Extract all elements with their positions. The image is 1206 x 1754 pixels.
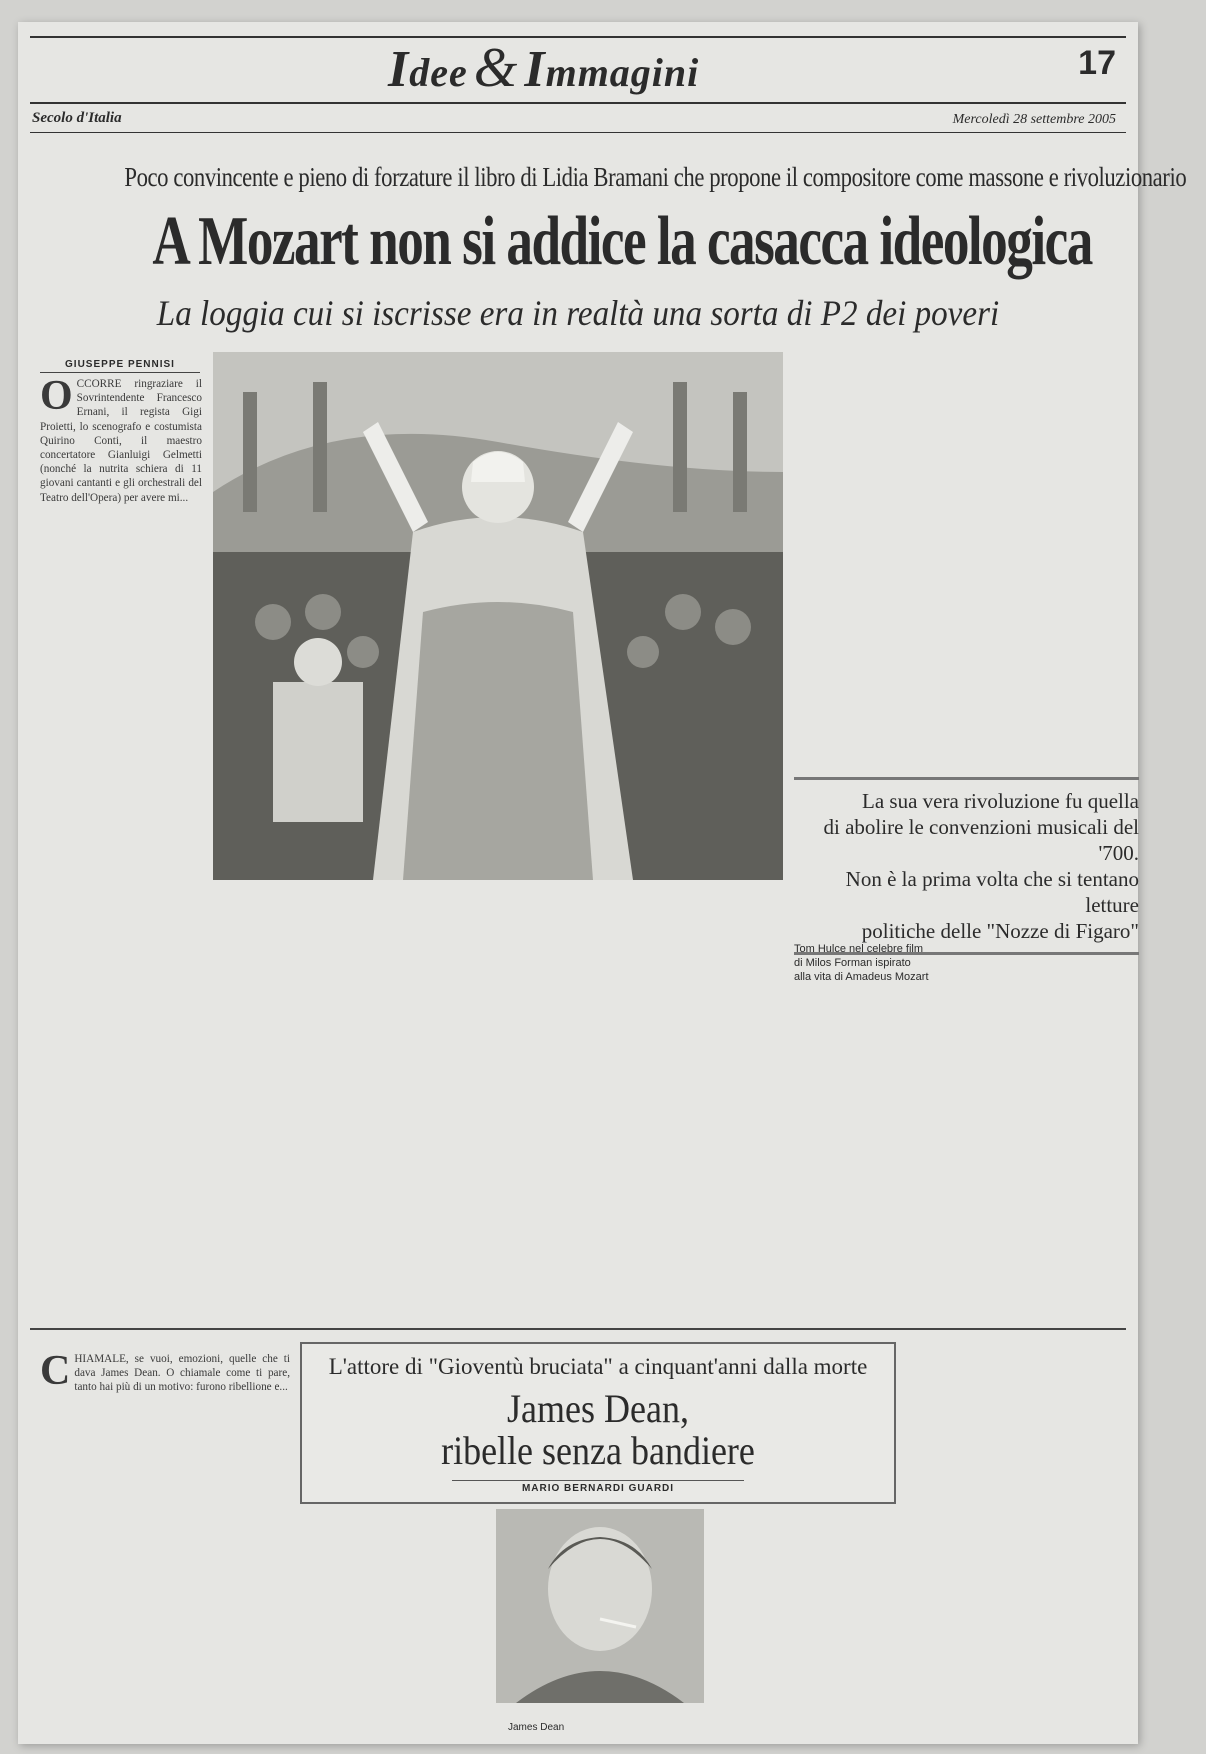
mozart-film-photo-art (213, 352, 783, 880)
page-number: 17 (1078, 44, 1116, 82)
article-byline: GIUSEPPE PENNISI (40, 359, 200, 373)
pull-quote-line1: La sua vera rivoluzione fu quella (862, 789, 1139, 813)
masthead (18, 28, 1138, 99)
dean-column-4 (902, 1342, 1134, 1734)
section-ampersand: & (473, 37, 519, 99)
newspaper-page (18, 22, 1187, 1744)
james-dean-photo-art (496, 1509, 704, 1703)
pull-quote-line2: di abolire le convenzioni musicali del '700. (823, 815, 1139, 865)
article-column-1-text: CCORRE ringraziare il Sovrintendente Francesco Ernani, il regista Gigi Proietti, lo scenografo e costumista Quirino Conti, il maestro concertatore Gianluigi Gelmetti (nonché la nutrita schiera di 11 giovani cantanti e gli orchestrali del Teatro dell'Opera) per avere mi... (40, 378, 202, 504)
photo-caption-line2: di Milos Forman ispirato (794, 957, 911, 969)
article-kicker: Poco convincente e pieno di forzature il libro di Lidia Bramani che propone il compositore come massone e rivoluzionario (124, 162, 1187, 192)
photo-caption-line1: Tom Hulce nel celebre film (794, 943, 923, 955)
masthead-bottom-rule (30, 102, 1126, 104)
james-dean-photo (496, 1509, 704, 1703)
article-column-3-lower (406, 892, 591, 1357)
dean-column-1 (40, 1352, 290, 1732)
photo-caption-line3: alla vita di Amadeus Mozart (794, 971, 929, 983)
mozart-film-photo (213, 352, 783, 880)
section-title-part1: dee (409, 50, 468, 95)
section-title-part2: mmagini (545, 50, 700, 95)
article-column-4-upper (794, 352, 962, 767)
dropcap: O (40, 377, 73, 419)
dean-byline: MARIO BERNARDI GUARDI (452, 1480, 744, 1494)
dean-title-line1: James Dean, (507, 1386, 689, 1431)
article-column-5-lower-left (794, 997, 964, 1357)
dean-kicker: L'attore di "Gioventù bruciata" a cinquant'anni dalla morte (328, 1354, 868, 1379)
dean-column-3 (712, 1509, 892, 1734)
dean-dropcap: C (40, 1352, 71, 1394)
photo-caption (794, 942, 944, 984)
article-column-5-upper (976, 352, 1134, 767)
dean-headline-box (300, 1342, 896, 1504)
section-divider (30, 1328, 1126, 1330)
dean-title-line2: ribelle senza bandiere (441, 1428, 755, 1473)
pull-quote-line3: Non è la prima volta che si tentano letture (845, 867, 1139, 917)
dean-column-1-text: HIAMALE, se vuoi, emozioni, quelle che ti dava James Dean. O chiamale come ti pare, tanto hai più di un motivo: furono ribellione e... (74, 1353, 290, 1394)
article-column-2-lower (213, 892, 398, 1357)
paper-name: Secolo d'Italia (32, 110, 122, 126)
article-column-5-lower (976, 902, 1134, 1357)
dean-column-2 (300, 1509, 488, 1734)
james-dean-caption: James Dean (508, 1722, 565, 1733)
article-headline: A Mozart non si addice la casacca ideologica (152, 203, 1092, 280)
date-line: Mercoledì 28 settembre 2005 (952, 112, 1116, 127)
dean-title (332, 1388, 865, 1472)
date-rule (30, 132, 1126, 133)
pull-quote-line4: politiche delle "Nozze di Figaro" (861, 919, 1139, 943)
article-subhead: La loggia cui si iscrisse era in realtà una sorta di P2 dei poveri (156, 293, 1000, 333)
section-title: Idee & Immagini (388, 37, 700, 99)
article-column-4-lower (599, 892, 784, 1357)
